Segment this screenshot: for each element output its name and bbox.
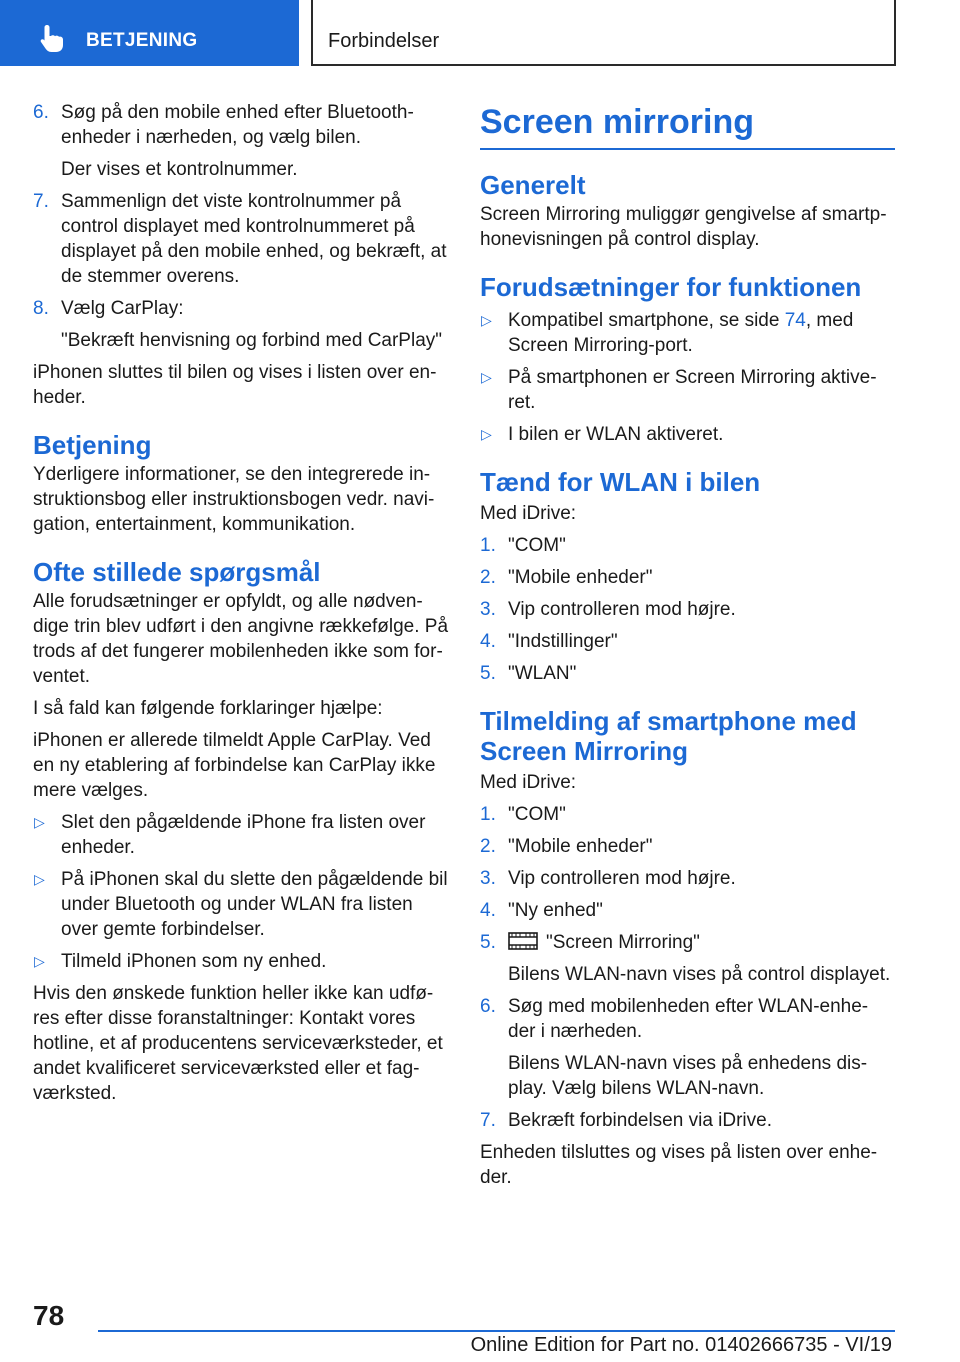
step-item <box>33 100 451 150</box>
triangle-bullet-icon: ▷ <box>34 953 45 969</box>
step-number: 6. <box>33 102 49 123</box>
step-number: 8. <box>33 298 49 319</box>
step-number: 1. <box>480 535 496 556</box>
step-text: "Ny enhed" <box>508 900 603 921</box>
bullet-item <box>33 867 451 942</box>
step-text: "Screen Mirroring" <box>546 932 700 953</box>
step-item <box>480 802 895 827</box>
bullet-text: På smartphonen er Screen Mirroring aktive-ret. <box>508 367 877 413</box>
section-label: Forbindelser <box>328 30 440 52</box>
right-column <box>480 100 895 1197</box>
step-number: 1. <box>480 804 496 825</box>
step-item <box>33 189 451 289</box>
step-item <box>480 597 895 622</box>
step-text: Søg på den mobile enhed efter Bluetooth-enheder i nærheden, og vælg bilen. <box>61 102 414 148</box>
step-number: 4. <box>480 900 496 921</box>
step-subtext: Der vises et kontrolnummer. <box>61 159 298 180</box>
step-item <box>480 1108 895 1133</box>
bullet-item <box>480 422 895 447</box>
paragraph: Alle forudsætninger er opfyldt, og alle nødven-dige trin blev udført i den angivne rækkefølge. På trods af det fungerer mobilenheden ikke som for-ventet. <box>33 591 449 687</box>
page-title: Screen mirroring <box>480 100 895 150</box>
step-item <box>480 533 895 558</box>
step-number: 3. <box>480 868 496 889</box>
step-number: 2. <box>480 836 496 857</box>
page-header <box>0 0 960 66</box>
step-number: 4. <box>480 631 496 652</box>
paragraph: Enheden tilsluttes og vises på listen over enhe-der. <box>480 1142 878 1188</box>
step-text: "WLAN" <box>508 663 577 684</box>
footer-divider <box>98 1330 895 1332</box>
hand-pointer-icon <box>38 23 66 53</box>
bullet-item <box>33 949 451 974</box>
triangle-bullet-icon: ▷ <box>34 871 45 887</box>
section-tab <box>311 0 896 66</box>
heading-wlan: Tænd for WLAN i bilen <box>480 467 761 497</box>
step-number: 6. <box>480 996 496 1017</box>
bullet-item <box>480 308 895 358</box>
step-text: "COM" <box>508 535 566 556</box>
heading-generelt: Generelt <box>480 170 586 200</box>
triangle-bullet-icon: ▷ <box>481 312 492 328</box>
step-item <box>480 898 895 923</box>
page-number: 78 <box>33 1300 65 1331</box>
step-item <box>480 661 895 686</box>
bullet-text: Kompatibel smartphone, se side <box>508 310 785 331</box>
step-text: Vip controlleren mod højre. <box>508 599 736 620</box>
bullet-item <box>33 810 451 860</box>
step-text: Sammenlign det viste kontrolnummer på control displayet med kontrolnummeret på displayet på den mobile enhed, og bekræft, at de stemmer overens. <box>61 191 447 287</box>
step-subtext: Bilens WLAN-navn vises på control displayet. <box>508 964 891 985</box>
bullet-text: Slet den pågældende iPhone fra listen over enheder. <box>61 812 426 858</box>
step-text: Vælg CarPlay: <box>61 298 184 319</box>
bullet-text: På iPhonen skal du slette den pågældende bil under Bluetooth og under WLAN fra listen over gemte forbindelser. <box>61 869 448 940</box>
step-number: 5. <box>480 932 496 953</box>
step-text: Bekræft forbindelsen via iDrive. <box>508 1110 772 1131</box>
step-text: "COM" <box>508 804 566 825</box>
heading-forudsaetninger: Forudsætninger for funktionen <box>480 272 862 302</box>
triangle-bullet-icon: ▷ <box>481 426 492 442</box>
step-text: Søg med mobilenheden efter WLAN-enhe-der i nærheden. <box>508 996 869 1042</box>
screen-mirroring-icon <box>508 932 538 950</box>
paragraph: iPhonen sluttes til bilen og vises i listen over en-heder. <box>33 362 437 408</box>
step-item <box>480 834 895 859</box>
paragraph: I så fald kan følgende forklaringer hjælpe: <box>33 698 383 719</box>
chapter-tab <box>0 0 299 66</box>
paragraph: iPhonen er allerede tilmeldt Apple CarPlay. Ved en ny etablering af forbindelse kan CarPlay ikke mere vælges. <box>33 730 436 801</box>
step-subtext: Bilens WLAN-navn vises på enhedens dis-play. Vælg bilens WLAN-navn. <box>508 1053 868 1099</box>
step-item <box>480 565 895 590</box>
step-text: Vip controlleren mod højre. <box>508 868 736 889</box>
bullet-text: , med Screen Mirroring-port. <box>508 310 854 356</box>
step-text: "Mobile enheder" <box>508 836 653 857</box>
chapter-label: BETJENING <box>86 30 198 51</box>
bullet-text: I bilen er WLAN aktiveret. <box>508 424 724 445</box>
paragraph: Hvis den ønskede funktion heller ikke kan udfø-res efter disse foranstaltninger: Kontakt vores hotline, et af producentens serviceværksteder, et andet kvalificeret serviceværksted eller et fag-værksted. <box>33 983 443 1104</box>
triangle-bullet-icon: ▷ <box>34 814 45 830</box>
paragraph: Med iDrive: <box>480 503 577 524</box>
heading-faq: Ofte stillede spørgsmål <box>33 557 321 587</box>
step-number: 3. <box>480 599 496 620</box>
step-item <box>480 930 895 955</box>
step-number: 5. <box>480 663 496 684</box>
step-number: 7. <box>33 191 49 212</box>
step-text: "Indstillinger" <box>508 631 618 652</box>
bullet-item <box>480 365 895 415</box>
paragraph: Yderligere informationer, se den integrerede in-struktionsbog eller instruktionsbogen vedr. navi-gation, entertainment, kommunikation. <box>33 464 435 535</box>
step-item <box>33 296 451 321</box>
bullet-text: Tilmeld iPhonen som ny enhed. <box>61 951 327 972</box>
triangle-bullet-icon: ▷ <box>481 369 492 385</box>
step-text: "Mobile enheder" <box>508 567 653 588</box>
left-column <box>33 100 451 1113</box>
step-number: 2. <box>480 567 496 588</box>
page-link[interactable]: 74 <box>784 310 806 331</box>
step-item <box>480 994 895 1044</box>
paragraph: Med iDrive: <box>480 772 577 793</box>
paragraph: Screen Mirroring muliggør gengivelse af smartp-honevisningen på control display. <box>480 204 887 250</box>
step-item <box>480 629 895 654</box>
step-subtext: "Bekræft henvisning og forbind med CarPlay" <box>61 330 443 351</box>
heading-betjening: Betjening <box>33 430 152 460</box>
step-number: 7. <box>480 1110 496 1131</box>
heading-tilmelding: Tilmelding af smartphone med Screen Mirroring <box>480 706 857 766</box>
edition-text: Online Edition for Part no. 01402666735 - VI/19 <box>470 1334 892 1356</box>
step-item <box>480 866 895 891</box>
